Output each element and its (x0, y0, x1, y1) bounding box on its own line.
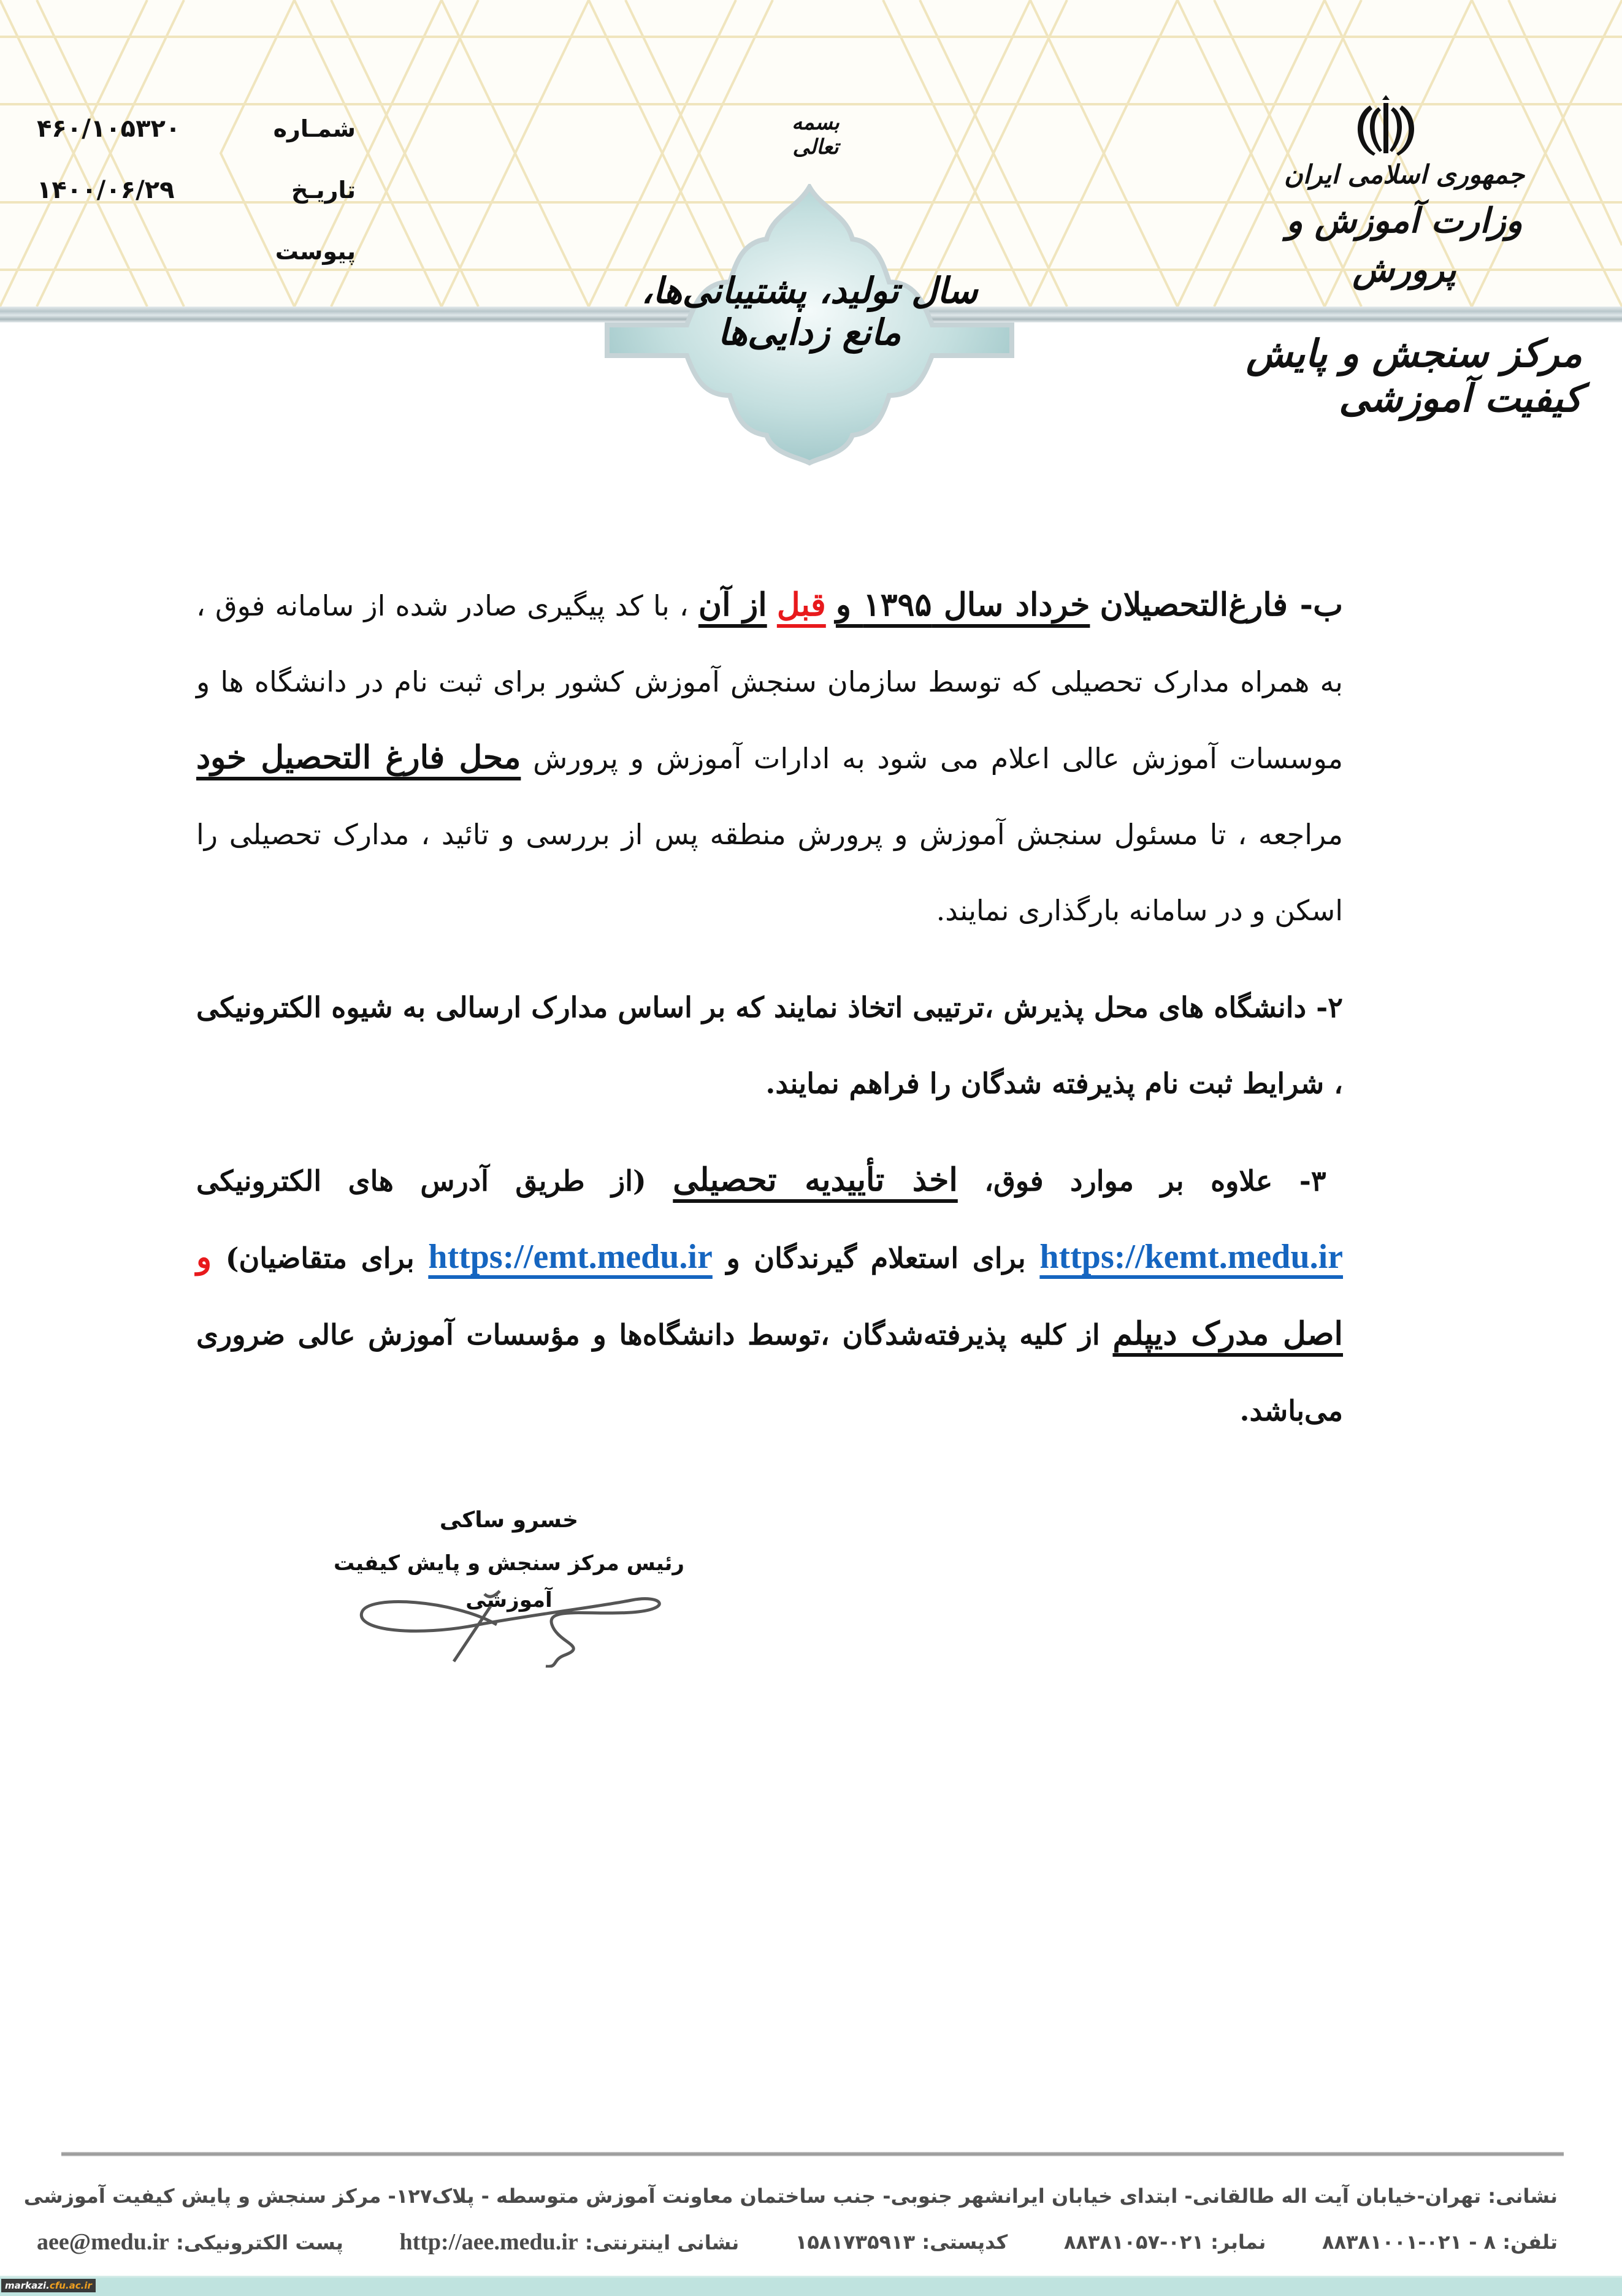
paragraph-3 (196, 1142, 1343, 1449)
year-slogan: سال تولید، پشتیبانی‌ها، مانع زدایی‌ها (641, 270, 978, 353)
handwritten-signature (343, 1588, 687, 1668)
email-label: پست الکترونیکی: (175, 2231, 343, 2254)
letter-date: ۱۴۰۰/۰۶/۲۹ (37, 176, 175, 204)
web-label: نشانی اینترنتی: (584, 2231, 740, 2254)
signatory-title: رئیس مرکز سنجش و پایش کیفیت آموزشی (334, 1551, 684, 1612)
paragraph-3-paren-open: (از طریق آدرس های الکترونیکی (196, 1164, 646, 1197)
watermark-main: markazi. (5, 2280, 50, 2291)
letter-number: ۴۶۰/۱۰۵۳۲۰ (37, 115, 181, 143)
footer-fax (1064, 2219, 1266, 2266)
paragraph-2: ۲- دانشگاه های محل پذیرش ،ترتیبی اتخاذ نمایند که بر اساس مدارک ارسالی به شیوه الکترونیکی ، شرایط ثبت نام پذیرفته شدگان را فراهم نمایند. (196, 991, 1343, 1100)
phone-label: تلفن: (1502, 2230, 1558, 2254)
footer-divider (61, 2152, 1564, 2156)
before-emphasis: قبل (776, 586, 826, 624)
meta-row-date (37, 159, 356, 221)
government-title (1276, 153, 1533, 294)
fax-label: نمابر: (1211, 2230, 1266, 2254)
postal-label: کدپستی: (922, 2230, 1008, 2254)
footer-email (37, 2219, 343, 2266)
paragraph-b (196, 567, 1343, 948)
graduation-date-emphasis: خرداد سال ۱۳۹۵ و (835, 586, 1090, 624)
paragraph-3-prefix: ۳- علاوه بر موارد فوق، (984, 1164, 1326, 1197)
meta-label: پیوست (275, 238, 356, 265)
signatory-name: خسرو ساکی (439, 1508, 579, 1533)
republic-name: جمهوری اسلامی ایران (1283, 159, 1525, 189)
meta-row-attachment (37, 221, 356, 282)
paragraph-3-mid: برای استعلام گیرندگان و (712, 1241, 1026, 1275)
diploma-emphasis: اصل مدرک دیپلم (1112, 1315, 1344, 1352)
postal-value: ۱۵۸۱۷۳۵۹۱۳ (795, 2230, 916, 2254)
footer-web (399, 2219, 739, 2266)
from-that-emphasis: از آن (698, 586, 767, 624)
footer-address: نشانی: تهران-خیابان آیت اله طالقانی- ابتدای خیابان ایرانشهر جنوبی- جنب ساختمان معاونت آموزش متوسطه - پلاک۱۲۷- مرکز سنجش و پایش کیفیت آموزشی (23, 2184, 1558, 2208)
emt-link[interactable]: https://emt.medu.ir (428, 1238, 713, 1276)
site-watermark (1, 2279, 96, 2292)
kemt-link[interactable]: https://kemt.medu.ir (1039, 1238, 1344, 1276)
certificate-confirmation-emphasis: اخذ تأییدیه تحصیلی (673, 1161, 958, 1199)
graduation-place-emphasis: محل فارغ التحصیل خود (196, 739, 521, 776)
footer-postal (795, 2219, 1008, 2266)
meta-label: شمـاره (273, 115, 356, 142)
meta-row-number (37, 98, 356, 159)
paragraph-b-tail: مراجعه ، تا مسئول سنجش آموزش و پرورش منطقه پس از بررسی و تائید ، مدارک تحصیلی را اسکن و در سامانه بارگذاری نمایند. (196, 818, 1343, 927)
paragraph-3-tail: از کلیه پذیرفته‌شدگان ،توسط دانشگاه‌ها و مؤسسات آموزش عالی ضروری می‌باشد. (196, 1318, 1343, 1427)
footer-phone (1322, 2219, 1558, 2266)
phone-value: ۸ - ۰۲۱-۸۸۳۸۱۰۰۱ (1322, 2230, 1496, 2254)
letter-meta (37, 98, 356, 282)
paragraph-b-prefix: ب- فارغ‌التحصیلان (1100, 586, 1344, 624)
basmala: بسمه تعالی (792, 110, 840, 159)
iran-emblem-icon (1349, 92, 1423, 159)
center-name: مرکز سنجش و پایش کیفیت آموزشی (1245, 331, 1582, 421)
footer-contact (23, 2173, 1558, 2266)
meta-label: تاریـخ (291, 177, 356, 204)
ministry-name: وزارت آموزش و پرورش (1286, 200, 1523, 290)
email-link[interactable]: aee@medu.ir (37, 2229, 169, 2255)
paragraph-b-text: ، با کد پیگیری صادر شده از سامانه فوق ، به همراه مدارک تحصیلی که توسط سازمان سنجش آموزش کشور برای ثبت نام در دانشگاه ها و موسسات آموزش عالی اعلام می شود به ادارات آموزش و پرورش (196, 589, 1343, 775)
watermark-accent: cfu.ac.ir (49, 2280, 92, 2291)
web-link[interactable]: http://aee.medu.ir (399, 2229, 578, 2255)
letter-body (196, 567, 1343, 1449)
footer-contact-row (37, 2219, 1558, 2266)
paragraph-3-paren-close: برای متقاضیان) (212, 1241, 415, 1275)
and-emphasis: و (196, 1238, 212, 1276)
fax-value: ۰۲۱-۸۸۳۸۱۰۵۷ (1063, 2230, 1204, 2254)
footer-band (0, 2276, 1622, 2296)
